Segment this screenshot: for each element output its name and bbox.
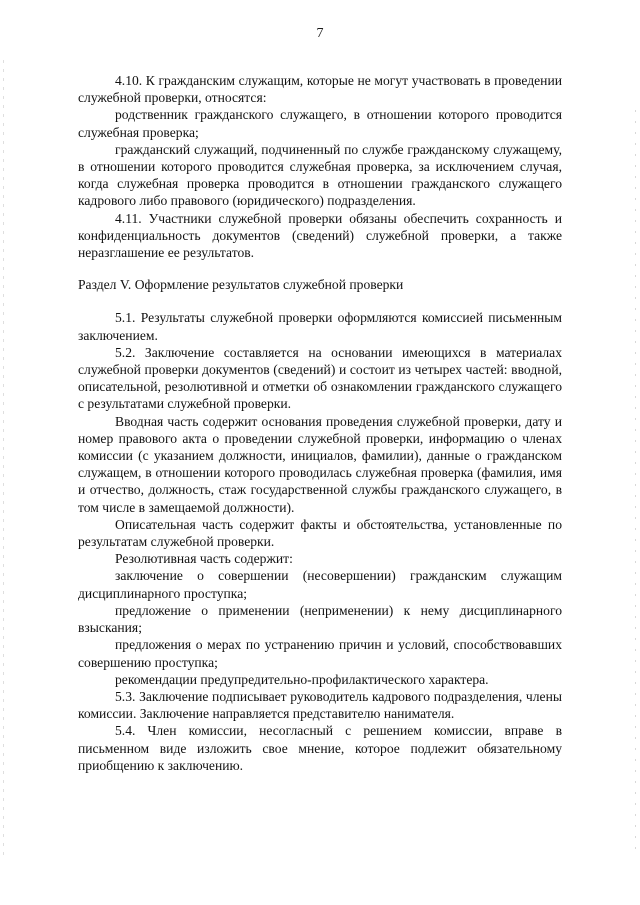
paragraph-4-11: 4.11. Участники служебной проверки обязаны обеспечить сохранность и конфиденциальность документов (сведений) служебной проверки, а также неразглашение ее результатов. [78, 210, 562, 261]
resolutive-item-penalty-proposal: предложение о применении (неприменении) к нему дисциплинарного взыскания; [78, 602, 562, 636]
paragraph-4-10-item-relative: родственник гражданского служащего, в отношении которого проводится служебная проверка; [78, 107, 562, 140]
scan-edge-left [3, 60, 4, 860]
paragraph-introductory-part: Вводная часть содержит основания проведения служебной проверки, дату и номер правового акта о проведении служебной проверки, информацию о членах комиссии (с указанием должности, инициалов, фамилии), данные о гражданском служащем, в отношении которого проводилась служебная проверка (фамилия, имя и отчество, должность, стаж государственной службы гражданского служащего, в том числе в замещаемой должности). [78, 413, 562, 515]
resolutive-item-conclusion: заключение о совершении (несовершении) гражданским служащим дисциплинарного проступка; [78, 568, 562, 601]
resolutive-item-recommendations: рекомендации предупредительно-профилактического характера. [115, 671, 489, 687]
paragraph-5-4: 5.4. Член комиссии, несогласный с решением комиссии, вправе в письменном виде изложить свое мнение, которое подлежит обязательному приобщению к заключению. [78, 723, 562, 773]
resolutive-item-measures: предложения о мерах по устранению причин и условий, способствовавших совершению проступка; [78, 637, 562, 670]
paragraph-resolutive-part: Резолютивная часть содержит: [115, 551, 293, 567]
paragraph-4-10: 4.10. К гражданским служащим, которые не могут участвовать в проведении служебной проверки, относятся: [78, 73, 562, 106]
page-number: 7 [316, 26, 324, 41]
section-heading: Раздел V. Оформление результатов служебной проверки [78, 277, 404, 293]
paragraph-5-3: 5.3. Заключение подписывает руководитель кадрового подразделения, члены комиссии. Заключение направляется представителю нанимателя. [78, 688, 562, 722]
document-body [78, 72, 562, 774]
paragraph-5-1: 5.1. Результаты служебной проверки оформляются комиссией письменным заключением. [78, 310, 562, 343]
paragraph-descriptive-part: Описательная часть содержит факты и обстоятельства, установленные по результатам служебной проверки. [78, 516, 562, 550]
paragraph-5-2: 5.2. Заключение составляется на основании имеющихся в материалах служебной проверки документов (сведений) и состоит из четырех частей: вводной, описательной, резолютивной и отметки об ознакомлении гражданского служащего с результатами служебной проверки. [78, 344, 562, 412]
paragraph-4-10-item-subordinate: гражданский служащий, подчиненный по службе гражданскому служащему, в отношении которого проводится служебная проверка, за исключением случая, когда служебная проверка проводится в отношении гражданского служащего кадрового либо правового (юридического) подразделения. [78, 141, 562, 209]
scan-edge-right [635, 110, 636, 850]
